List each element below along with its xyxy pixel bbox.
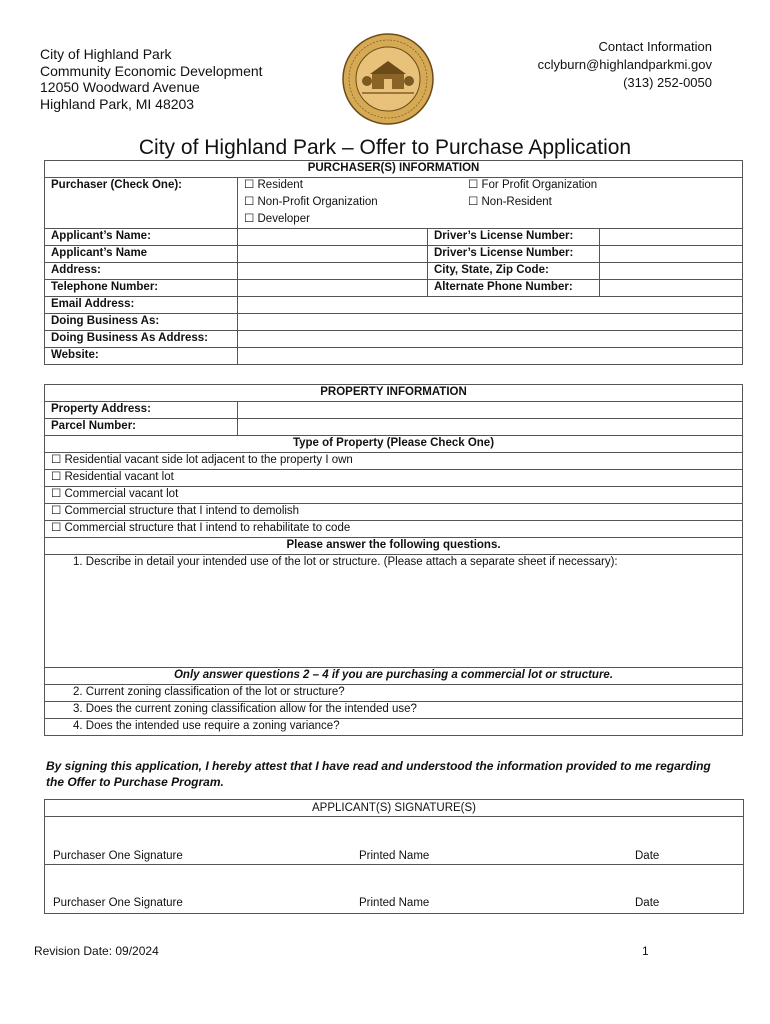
- field-label: Address:: [45, 263, 238, 280]
- applicant-name-2-input[interactable]: [238, 246, 428, 263]
- date-label: Date: [635, 897, 660, 909]
- question-2[interactable]: 2. Current zoning classification of the lot or structure?: [45, 685, 743, 702]
- contact-info: [538, 38, 712, 92]
- question-1[interactable]: 1. Describe in detail your intended use of the lot or structure. (Please attach a separate sheet if necessary):: [45, 555, 743, 668]
- org-line: Community Economic Development: [40, 62, 263, 79]
- org-line: City of Highland Park: [40, 46, 172, 62]
- signature-row-1[interactable]: [45, 817, 743, 865]
- type-option[interactable]: ☐ Commercial structure that I intend to rehabilitate to code: [45, 521, 743, 538]
- field-label: Alternate Phone Number:: [428, 280, 600, 297]
- property-heading: PROPERTY INFORMATION: [45, 385, 743, 402]
- signature-label: Purchaser One Signature: [53, 897, 183, 909]
- purchaser-options: [238, 178, 743, 229]
- property-table: [44, 384, 743, 736]
- type-option[interactable]: ☐ Residential vacant lot: [45, 470, 743, 487]
- option-resident[interactable]: ☐ Resident: [244, 179, 303, 191]
- signature-row-2[interactable]: [45, 865, 743, 912]
- revision-date: Revision Date: 09/2024: [34, 944, 159, 958]
- purchaser-heading: PURCHASER(S) INFORMATION: [45, 161, 743, 178]
- city-seal-logo: [342, 33, 434, 125]
- contact-title: Contact Information: [598, 39, 712, 54]
- contact-email[interactable]: cclyburn@highlandparkmi.gov: [537, 57, 712, 72]
- question-3[interactable]: 3. Does the current zoning classification allow for the intended use?: [45, 702, 743, 719]
- city-state-zip-input[interactable]: [600, 263, 743, 280]
- field-label: Doing Business As:: [45, 314, 238, 331]
- property-address-input[interactable]: [238, 402, 743, 419]
- printed-name-label: Printed Name: [359, 897, 430, 909]
- attestation-text: By signing this application, I hereby attest that I have read and understood the information provided to me regarding the Offer to Purchase Program.: [46, 759, 711, 789]
- email-input[interactable]: [238, 297, 743, 314]
- commercial-note: Only answer questions 2 – 4 if you are purchasing a commercial lot or structure.: [45, 668, 743, 685]
- type-option[interactable]: ☐ Residential vacant side lot adjacent to the property I own: [45, 453, 743, 470]
- org-address: [40, 46, 263, 112]
- field-label: Applicant’s Name:: [45, 229, 238, 246]
- questions-heading: Please answer the following questions.: [45, 538, 743, 555]
- drivers-license-2-input[interactable]: [600, 246, 743, 263]
- type-heading: Type of Property (Please Check One): [45, 436, 743, 453]
- page-title: City of Highland Park – Offer to Purchase Application: [138, 136, 632, 159]
- contact-phone: (313) 252-0050: [623, 75, 712, 90]
- field-label: Driver’s License Number:: [428, 246, 600, 263]
- address-input[interactable]: [238, 263, 428, 280]
- field-label: Driver’s License Number:: [428, 229, 600, 246]
- option-non-profit[interactable]: ☐ Non-Profit Organization: [244, 196, 378, 208]
- field-label: Website:: [45, 348, 238, 365]
- purchaser-check-label: Purchaser (Check One):: [45, 178, 238, 229]
- applicant-name-input[interactable]: [238, 229, 428, 246]
- telephone-input[interactable]: [238, 280, 428, 297]
- question-4[interactable]: 4. Does the intended use require a zoning variance?: [45, 719, 743, 736]
- drivers-license-input[interactable]: [600, 229, 743, 246]
- signature-box: [44, 799, 744, 914]
- dba-input[interactable]: [238, 314, 743, 331]
- type-option[interactable]: ☐ Commercial vacant lot: [45, 487, 743, 504]
- type-option[interactable]: ☐ Commercial structure that I intend to demolish: [45, 504, 743, 521]
- field-label: Parcel Number:: [45, 419, 238, 436]
- alternate-phone-input[interactable]: [600, 280, 743, 297]
- org-line: Highland Park, MI 48203: [40, 95, 195, 112]
- page-number: 1: [642, 944, 649, 958]
- org-line: 12050 Woodward Avenue: [40, 79, 200, 95]
- dba-address-input[interactable]: [238, 331, 743, 348]
- option-non-resident[interactable]: ☐ Non-Resident: [468, 196, 552, 208]
- field-label: Applicant’s Name: [45, 246, 238, 263]
- field-label: City, State, Zip Code:: [428, 263, 600, 280]
- option-for-profit[interactable]: ☐ For Profit Organization: [468, 179, 598, 191]
- field-label: Telephone Number:: [45, 280, 238, 297]
- field-label: Doing Business As Address:: [45, 331, 238, 348]
- signature-label: Purchaser One Signature: [53, 850, 183, 862]
- option-developer[interactable]: ☐ Developer: [244, 213, 310, 225]
- parcel-number-input[interactable]: [238, 419, 743, 436]
- date-label: Date: [635, 850, 660, 862]
- purchaser-table: [44, 160, 743, 365]
- field-label: Email Address:: [45, 297, 238, 314]
- website-input[interactable]: [238, 348, 743, 365]
- printed-name-label: Printed Name: [359, 850, 430, 862]
- signature-heading: APPLICANT(S) SIGNATURE(S): [45, 800, 743, 817]
- field-label: Property Address:: [45, 402, 238, 419]
